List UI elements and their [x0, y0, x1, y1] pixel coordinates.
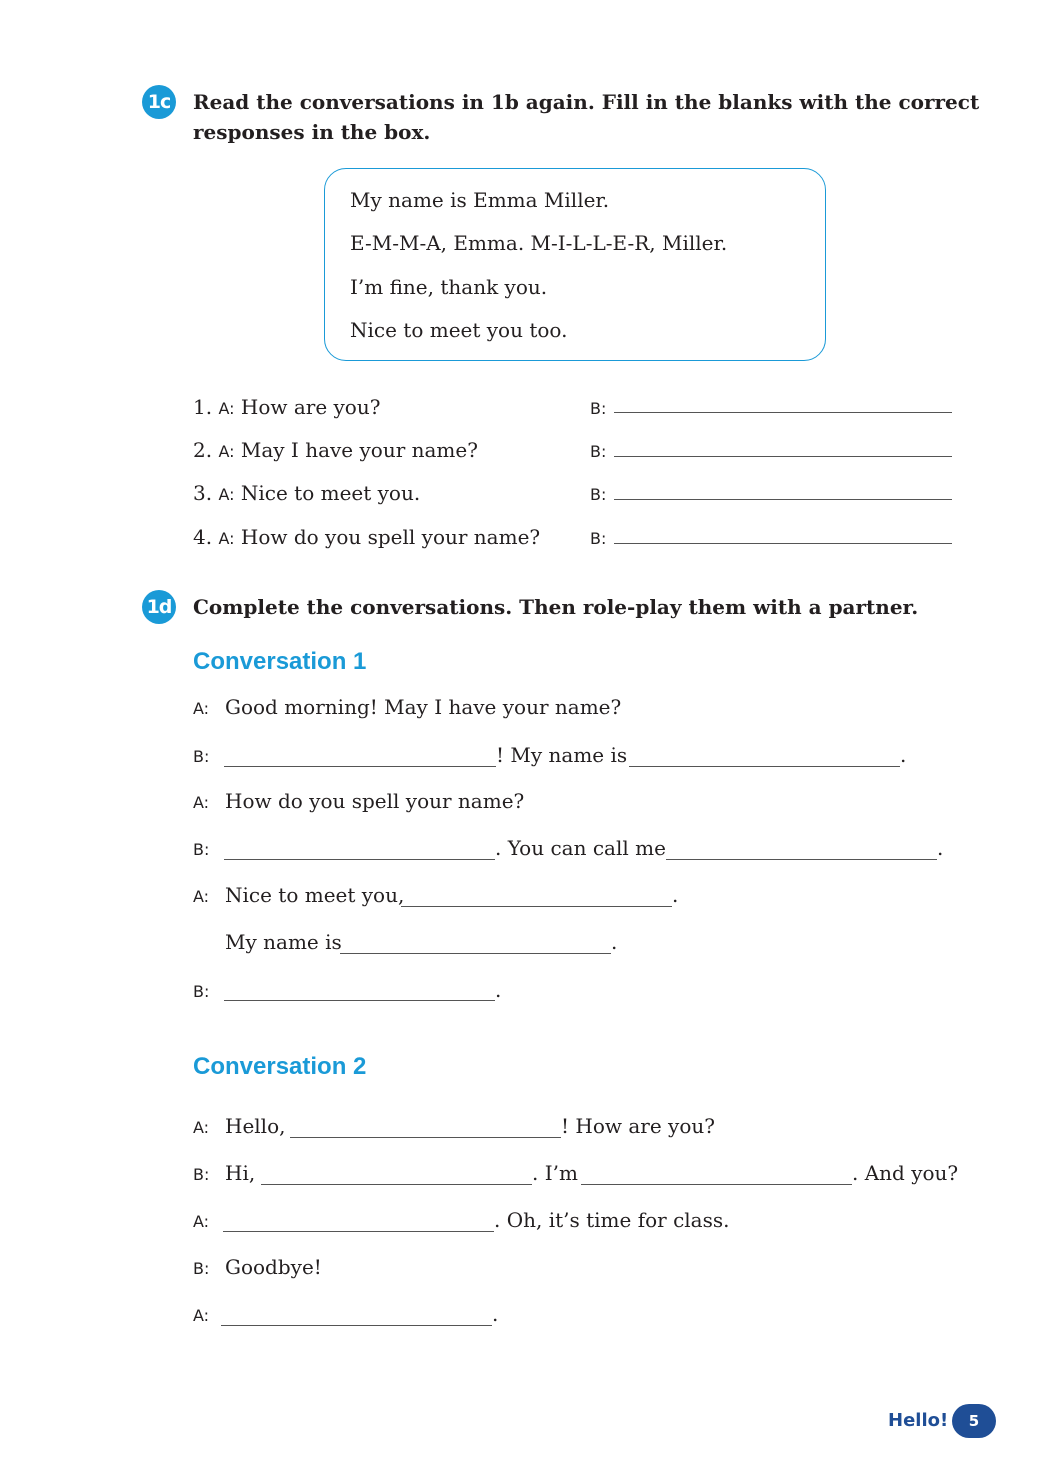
question-number: 4. [193, 525, 213, 549]
answer-blank[interactable] [401, 906, 672, 907]
question-text: How are you? [240, 395, 381, 419]
answer-blank[interactable] [614, 499, 952, 500]
answer-blank[interactable] [614, 456, 952, 457]
question-row [193, 395, 380, 421]
box-item: My name is Emma Miller. [350, 188, 610, 212]
speaker-label: B: [193, 982, 210, 1001]
punctuation: . [900, 743, 907, 767]
answer-label: B: [590, 485, 607, 504]
answer-blank[interactable] [221, 1325, 492, 1326]
box-item: Nice to meet you too. [350, 318, 568, 342]
unit-title: Hello! [888, 1410, 949, 1431]
speaker-label: A: [193, 887, 210, 906]
speaker-label: B: [193, 1259, 210, 1278]
question-text: How do you spell your name? [240, 525, 541, 549]
question-row [193, 438, 478, 464]
dialogue-text: Good morning! May I have your name? [225, 695, 622, 719]
answer-label: B: [590, 529, 607, 548]
speaker-label: A: [218, 485, 235, 504]
answer-blank[interactable] [614, 412, 952, 413]
answer-label: B: [590, 399, 607, 418]
question-text: Nice to meet you. [240, 481, 421, 505]
dialogue-text: . You can call me [495, 836, 666, 860]
speaker-label: B: [193, 1165, 210, 1184]
answer-blank[interactable] [223, 1231, 494, 1232]
speaker-label: A: [193, 1306, 210, 1325]
question-row [193, 525, 540, 551]
punctuation: . [611, 930, 618, 954]
page-number: 5 [952, 1404, 996, 1438]
answer-blank[interactable] [224, 1000, 495, 1001]
conversation-2-title: Conversation 2 [193, 1053, 367, 1080]
question-text: May I have your name? [240, 438, 478, 462]
instruction-1c [193, 87, 979, 147]
answer-blank[interactable] [581, 1184, 852, 1185]
answer-blank[interactable] [224, 766, 496, 767]
answer-blank[interactable] [224, 859, 495, 860]
dialogue-text: Goodbye! [225, 1255, 322, 1279]
box-item: I’m fine, thank you. [350, 275, 548, 299]
dialogue-text: Hi, [225, 1161, 256, 1185]
dialogue-text: . Oh, it’s time for class. [494, 1208, 730, 1232]
instruction-1c-line2: responses in the box. [193, 120, 431, 144]
dialogue-text: ! My name is [496, 743, 628, 767]
exercise-badge-1c: 1c [142, 85, 176, 119]
speaker-label: A: [218, 442, 235, 461]
answer-label: B: [590, 442, 607, 461]
instruction-1c-line1: Read the conversations in 1b again. Fill in the blanks with the correct [193, 90, 980, 114]
punctuation: . [937, 836, 944, 860]
answer-blank[interactable] [290, 1137, 561, 1138]
question-number: 2. [193, 438, 213, 462]
question-number: 1. [193, 395, 213, 419]
speaker-label: A: [193, 699, 210, 718]
conversation-1-title: Conversation 1 [193, 648, 367, 675]
speaker-label: A: [218, 529, 235, 548]
box-item: E-M-M-A, Emma. M-I-L-L-E-R, Miller. [350, 231, 728, 255]
answer-blank[interactable] [629, 766, 900, 767]
speaker-label: A: [193, 793, 210, 812]
answer-blank[interactable] [340, 953, 611, 954]
response-box [324, 168, 826, 361]
answer-blank[interactable] [666, 859, 937, 860]
speaker-label: A: [193, 1118, 210, 1137]
speaker-label: A: [218, 399, 235, 418]
speaker-label: B: [193, 840, 210, 859]
punctuation: . [672, 883, 679, 907]
question-number: 3. [193, 481, 213, 505]
dialogue-text: Hello, [225, 1114, 286, 1138]
dialogue-text: How do you spell your name? [225, 789, 525, 813]
dialogue-text: My name is [225, 930, 342, 954]
question-row [193, 481, 420, 507]
dialogue-text: Nice to meet you, [225, 883, 405, 907]
speaker-label: A: [193, 1212, 210, 1231]
answer-blank[interactable] [614, 543, 952, 544]
punctuation: . [495, 978, 502, 1002]
dialogue-text: . And you? [852, 1161, 959, 1185]
answer-blank[interactable] [261, 1184, 532, 1185]
dialogue-text: . I’m [532, 1161, 578, 1185]
exercise-badge-1d: 1d [142, 590, 176, 624]
dialogue-text: ! How are you? [561, 1114, 715, 1138]
punctuation: . [492, 1302, 499, 1326]
instruction-1d: Complete the conversations. Then role-play them with a partner. [193, 595, 919, 619]
speaker-label: B: [193, 747, 210, 766]
